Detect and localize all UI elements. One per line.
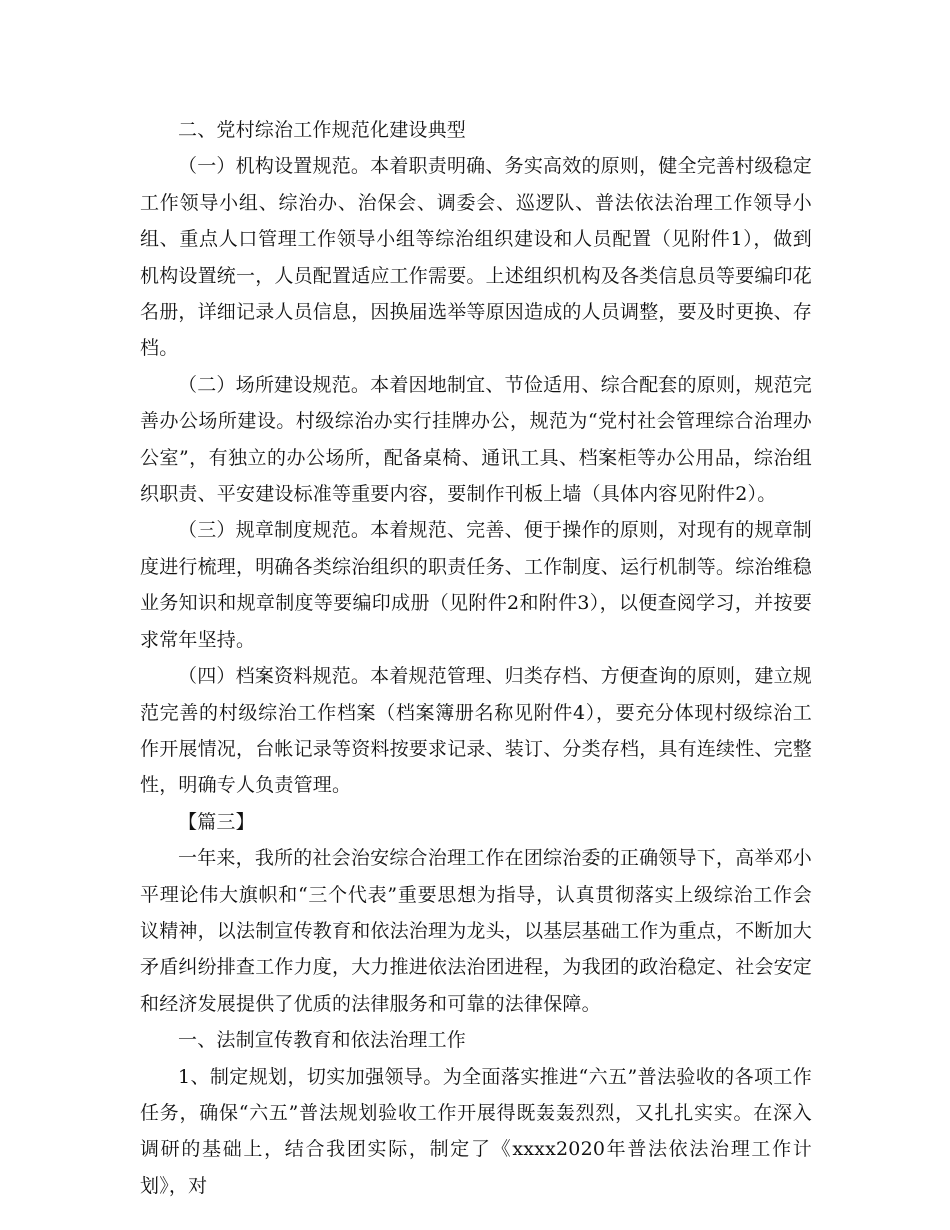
- section-heading-legal-education: 一、法制宣传教育和依法治理工作: [178, 1029, 467, 1052]
- paragraph-planning: 1、制定规划，切实加强领导。为全面落实推进“六五”普法验收的各项工作任务，确保“六五”普法规划验收工作开展得既轰轰烈烈，又扎扎实实。在深入调研的基础上，结合我团实际，制定了《xxxx2020年普法依法治理工作计划》，对: [140, 1065, 812, 1197]
- paragraph-organization-standards: （一）机构设置规范。本着职责明确、务实高效的原则，健全完善村级稳定工作领导小组、综治办、治保会、调委会、巡逻队、普法依法治理工作领导小组、重点人口管理工作领导小组等综治组织建设和人员配置（见附件1），做到机构设置统一，人员配置适应工作需要。上述组织机构及各类信息员等要编印花名册，详细记录人员信息，因换届选举等原因造成的人员调整，要及时更换、存档。: [140, 155, 813, 360]
- paragraph-annual-summary: 一年来，我所的社会治安综合治理工作在团综治委的正确领导下，高举邓小平理论伟大旗帜和“三个代表”重要思想为指导，认真贯彻落实上级综治工作会议精神，以法制宣传教育和依法治理为龙头，以基层基础工作为重点，不断加大矛盾纠纷排查工作力度，大力推进依法治团进程，为我团的政治稳定、社会安定和经济发展提供了优质的法律服务和可靠的法律保障。: [140, 847, 813, 1015]
- section-heading-two: 二、党村综治工作规范化建设典型: [178, 119, 467, 141]
- paragraph-venue-standards: （二）场所建设规范。本着因地制宜、节俭适用、综合配套的原则，规范完善办公场所建设。村级综治办实行挂牌办公，规范为“党村社会管理综合治理办公室”，有独立的办公场所，配备桌椅、通讯工具、档案柜等办公用品，综治组织职责、平安建设标准等重要内容，要制作刊板上墙（具体内容见附件2）。: [140, 373, 812, 506]
- part-three-heading: 【篇三】: [178, 810, 255, 833]
- paragraph-archive-standards: （四）档案资料规范。本着规范管理、归类存档、方便查询的原则，建立规范完善的村级综治工作档案（档案簿册名称见附件4），要充分体现村级综治工作开展情况，台帐记录等资料按要求记录、装订、分类存档，具有连续性、完整性，明确专人负责管理。: [140, 665, 813, 797]
- paragraph-rules-standards: （三）规章制度规范。本着规范、完善、便于操作的原则，对现有的规章制度进行梳理，明确各类综治组织的职责任务、工作制度、运行机制等。综治维稳业务知识和规章制度等要编印成册（见附件2和附件3），以便查阅学习，并按要求常年坚持。: [140, 519, 813, 651]
- document-body: [140, 112, 812, 1204]
